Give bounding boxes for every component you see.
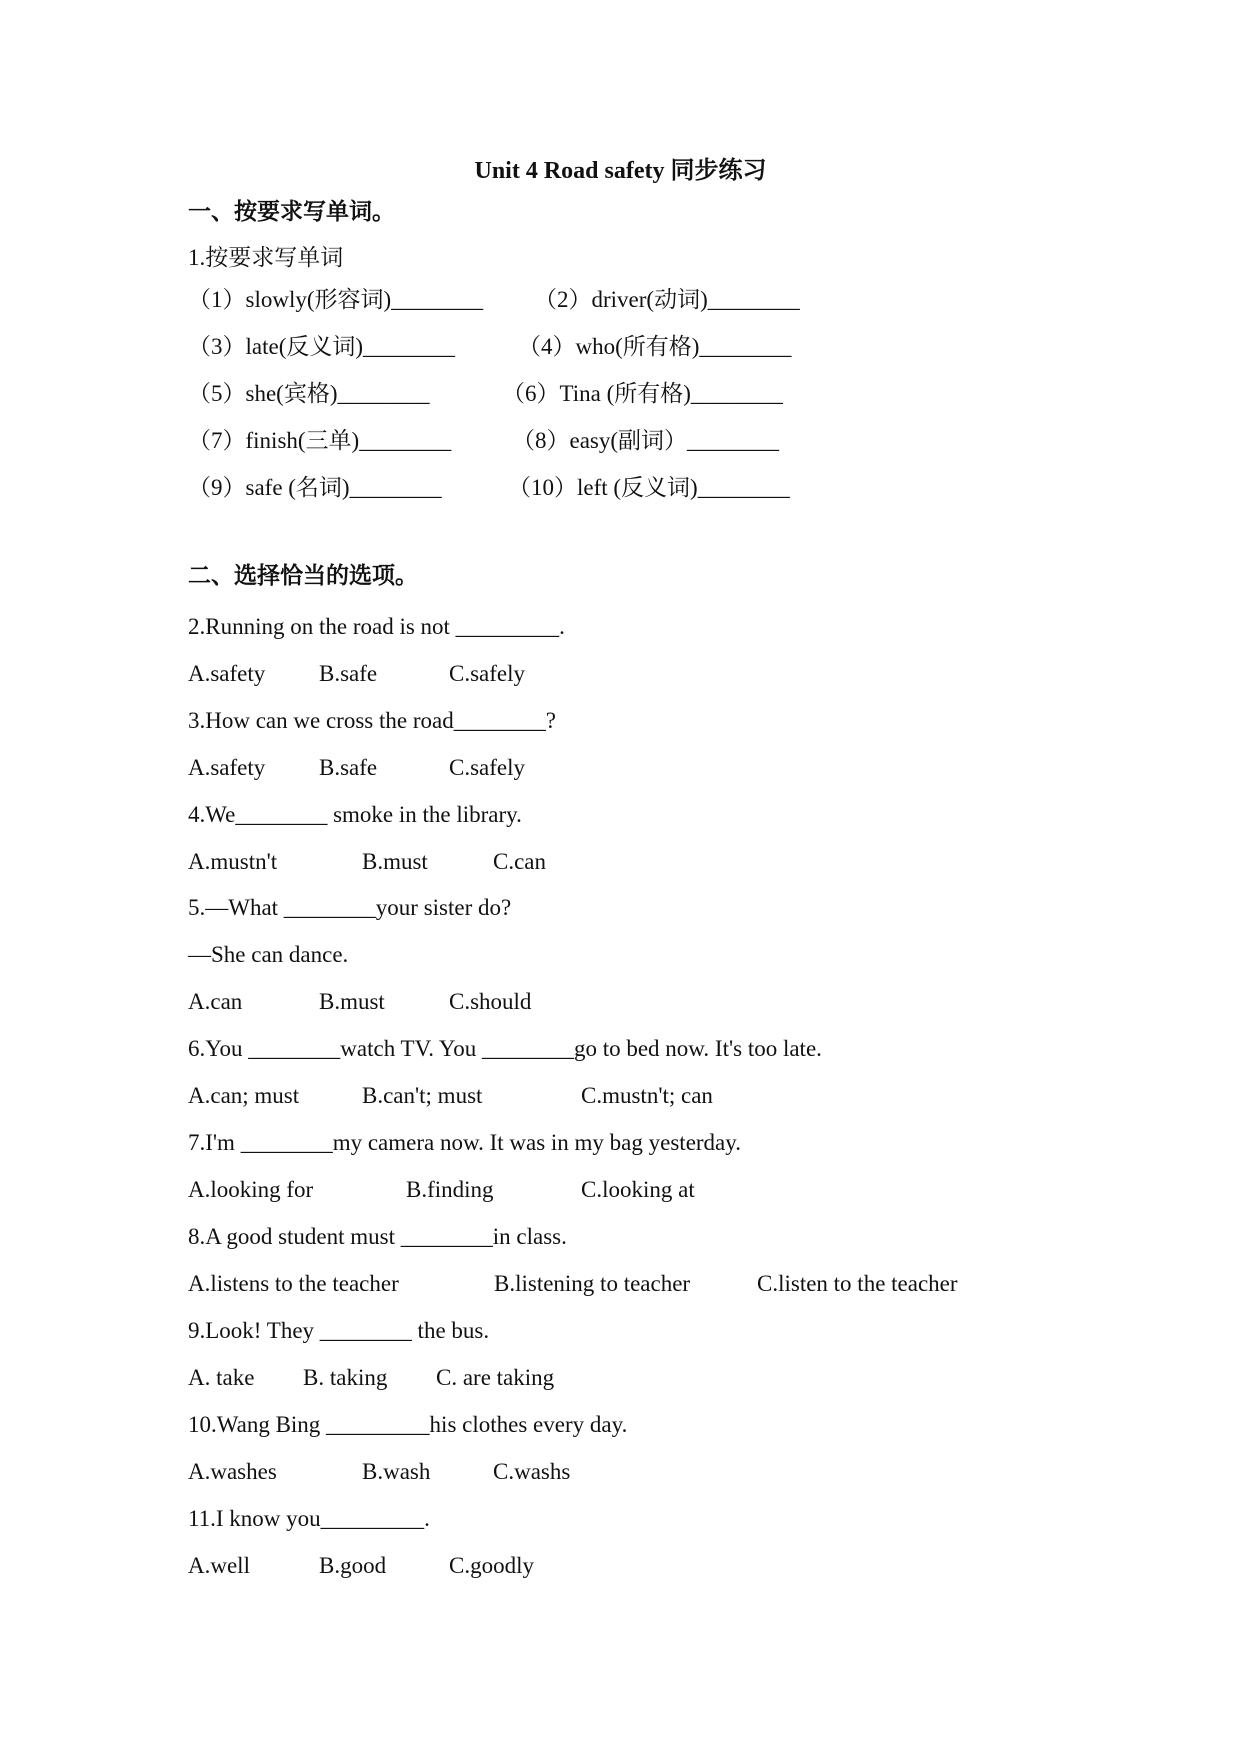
- section-1-heading: 一、按要求写单词。: [188, 199, 395, 224]
- word-item-9: （9）safe (名词)________: [188, 475, 442, 500]
- question-1-stem: 1.按要求写单词: [188, 245, 344, 270]
- option-b: B.safe: [319, 755, 378, 780]
- word-item-8: （8）easy(副词）________: [512, 428, 780, 453]
- word-item-3: （3）late(反义词)________: [188, 334, 456, 359]
- question-stem: 4.We________ smoke in the library.: [188, 802, 522, 827]
- option-c: C.safely: [449, 661, 526, 686]
- question-stem-response: —She can dance.: [188, 942, 349, 967]
- word-item-7: （7）finish(三单)________: [188, 428, 452, 453]
- question-stem: 5.—What ________your sister do?: [188, 895, 512, 920]
- question-stem: 6.You ________watch TV. You ________go to bed now. It's too late.: [188, 1036, 822, 1061]
- option-a: A.well: [188, 1553, 250, 1578]
- option-a: A.mustn't: [188, 849, 278, 874]
- option-a: A.listens to the teacher: [188, 1271, 399, 1296]
- option-a: A.looking for: [188, 1177, 314, 1202]
- question-stem: 11.I know you_________.: [188, 1506, 430, 1531]
- question-stem: 8.A good student must ________in class.: [188, 1224, 567, 1249]
- option-b: B.must: [362, 849, 428, 874]
- option-b: B.finding: [406, 1177, 494, 1202]
- word-item-4: （4）who(所有格)________: [518, 334, 792, 359]
- question-stem: 9.Look! They ________ the bus.: [188, 1318, 490, 1343]
- question-stem: 7.I'm ________my camera now. It was in my bag yesterday.: [188, 1130, 742, 1155]
- option-c: C.looking at: [581, 1177, 695, 1202]
- word-item-1: （1）slowly(形容词)________: [188, 287, 484, 312]
- option-a: A. take: [188, 1365, 255, 1390]
- word-item-10: （10）left (反义词)________: [508, 475, 790, 500]
- section-2-heading: 二、选择恰当的选项。: [188, 563, 418, 588]
- question-stem: 3.How can we cross the road________?: [188, 708, 556, 733]
- option-b: B.listening to teacher: [494, 1271, 691, 1296]
- page-title: Unit 4 Road safety 同步练习: [474, 158, 767, 184]
- option-c: C.safely: [449, 755, 526, 780]
- option-c: C.listen to the teacher: [757, 1271, 958, 1296]
- option-a: A.washes: [188, 1459, 277, 1484]
- option-b: B.safe: [319, 661, 378, 686]
- option-c: C.can: [493, 849, 547, 874]
- option-c: C. are taking: [436, 1365, 555, 1390]
- option-a: A.can; must: [188, 1083, 300, 1108]
- question-stem: 2.Running on the road is not _________.: [188, 614, 565, 639]
- option-b: B.must: [319, 989, 385, 1014]
- option-a: A.safety: [188, 661, 266, 686]
- option-b: B.wash: [362, 1459, 431, 1484]
- option-b: B. taking: [303, 1365, 388, 1390]
- option-a: A.safety: [188, 755, 266, 780]
- word-item-2: （2）driver(动词)________: [534, 287, 800, 312]
- word-item-6: （6）Tina (所有格)________: [502, 381, 783, 406]
- word-item-5: （5）she(宾格)________: [188, 381, 430, 406]
- option-c: C.should: [449, 989, 532, 1014]
- option-c: C.washs: [493, 1459, 571, 1484]
- option-b: B.good: [319, 1553, 387, 1578]
- option-b: B.can't; must: [362, 1083, 483, 1108]
- option-c: C.mustn't; can: [581, 1083, 713, 1108]
- question-stem: 10.Wang Bing _________his clothes every day.: [188, 1412, 628, 1437]
- option-a: A.can: [188, 989, 243, 1014]
- option-c: C.goodly: [449, 1553, 534, 1578]
